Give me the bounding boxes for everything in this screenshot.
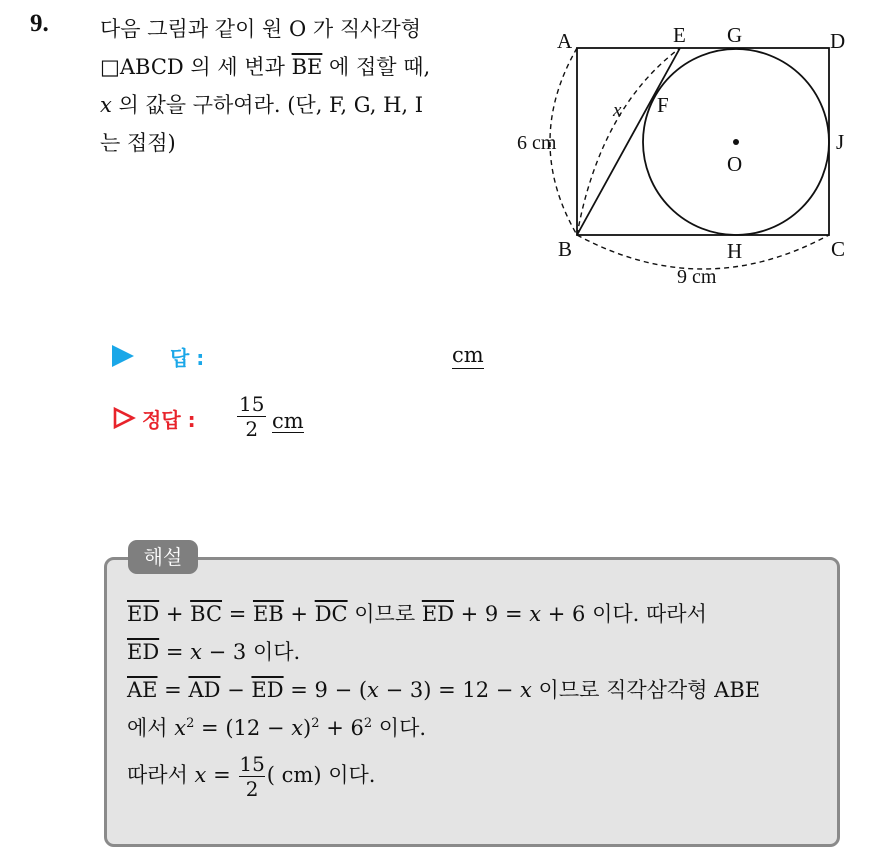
op: +: [159, 602, 191, 626]
label-x: x: [613, 100, 622, 121]
fraction-numerator: 15: [239, 752, 265, 776]
explanation-line-1: [127, 598, 707, 628]
label-d: D: [830, 29, 846, 53]
answer-label: 답 :: [170, 346, 205, 370]
arc-bottom-dashed: [577, 235, 829, 269]
text: = 9 − (: [283, 678, 368, 702]
variable-x: x: [100, 93, 112, 117]
explanation-tag: 해설: [128, 540, 198, 574]
segment-ed: $\overline{ED}$: [127, 602, 160, 626]
variable-x: x: [529, 602, 542, 626]
fraction-denominator: 2: [237, 416, 266, 441]
label-c: C: [831, 237, 846, 261]
segment-be: $\overline{BE}$: [291, 55, 323, 79]
fraction-numerator: 15: [239, 392, 265, 416]
op: =: [159, 640, 191, 664]
question-line-3-post: 의 값을 구하여라. (단, F, G, H, I: [111, 93, 424, 117]
segment-ed: $\overline{ED}$: [127, 640, 160, 664]
center-dot: [733, 139, 739, 145]
text: 이다.: [372, 716, 427, 740]
text: + 6 이다. 따라서: [541, 602, 707, 626]
label-b: B: [558, 237, 573, 261]
text: − 3 이다.: [201, 640, 301, 664]
segment-be-line: [577, 48, 680, 235]
answer-row: [112, 342, 532, 374]
label-e: E: [673, 23, 686, 47]
text: ): [303, 716, 312, 740]
label-left-length: 6 cm: [517, 132, 557, 154]
explanation-box: [104, 557, 840, 847]
play-triangle-icon: [112, 345, 134, 367]
variable-x: x: [367, 678, 379, 702]
explanation-line-2: [127, 636, 300, 666]
text: − 3) = 12 −: [378, 678, 521, 702]
question-number: 9.: [30, 10, 49, 37]
op: =: [157, 678, 189, 702]
text: ( cm) 이다.: [266, 763, 376, 787]
question-line-2-post: 에 접할 때,: [322, 55, 431, 79]
label-a: A: [557, 29, 573, 53]
segment-ae: $\overline{AE}$: [127, 678, 158, 702]
rectangle-abcd: [577, 48, 829, 235]
correct-fraction: [237, 392, 266, 441]
segment-dc: $\overline{DC}$: [314, 602, 348, 626]
op: =: [206, 763, 238, 787]
text: 이므로: [347, 602, 422, 626]
text: + 9 =: [453, 602, 530, 626]
segment-bc: $\overline{BC}$: [190, 602, 223, 626]
segment-ad: $\overline{AD}$: [188, 678, 221, 702]
exponent: 2: [186, 716, 195, 731]
label-g: G: [727, 23, 743, 47]
question-line-4: 는 접점): [100, 131, 176, 155]
exponent: 2: [363, 716, 373, 731]
segment-ed: $\overline{ED}$: [421, 602, 454, 626]
variable-x: x: [190, 640, 202, 664]
text: = (12 −: [194, 716, 292, 740]
label-o: O: [727, 152, 743, 176]
explanation-line-5: [127, 752, 375, 801]
variable-x: x: [291, 716, 304, 740]
text: 에서: [127, 716, 175, 740]
variable-x: x: [194, 763, 207, 787]
correct-label: 정답 :: [142, 408, 196, 432]
text: 따라서: [127, 763, 195, 787]
outline-triangle-icon: [112, 406, 136, 430]
fraction-denominator: 2: [239, 776, 264, 801]
op: −: [220, 678, 252, 702]
text: 이므로 직각삼각형 ABE: [531, 678, 761, 702]
correct-unit: cm: [272, 409, 304, 433]
explanation-line-4: [127, 712, 426, 742]
question-line-2-pre: □ABCD 의 세 변과: [100, 55, 292, 79]
question-text: [100, 10, 500, 162]
label-h: H: [727, 239, 743, 263]
explanation-line-3: [127, 674, 760, 704]
question-line-1: 다음 그림과 같이 원 O 가 직사각형: [100, 17, 421, 41]
op: =: [222, 602, 253, 626]
op: +: [283, 602, 315, 626]
label-bottom-length: 9 cm: [677, 266, 717, 288]
explanation-fraction: [239, 752, 264, 801]
segment-ed: $\overline{ED}$: [251, 678, 284, 702]
geometry-figure: [505, 18, 865, 293]
variable-x: x: [174, 716, 187, 740]
label-j: J: [836, 130, 845, 154]
exponent: 2: [311, 716, 320, 731]
variable-x: x: [520, 678, 532, 702]
label-f: F: [657, 93, 669, 117]
question-line-2: [100, 48, 500, 86]
answer-unit: cm: [452, 343, 484, 367]
correct-answer-row: [112, 392, 532, 452]
question-line-3: [100, 86, 500, 124]
text: + 6: [319, 716, 364, 740]
segment-eb: $\overline{EB}$: [252, 602, 284, 626]
